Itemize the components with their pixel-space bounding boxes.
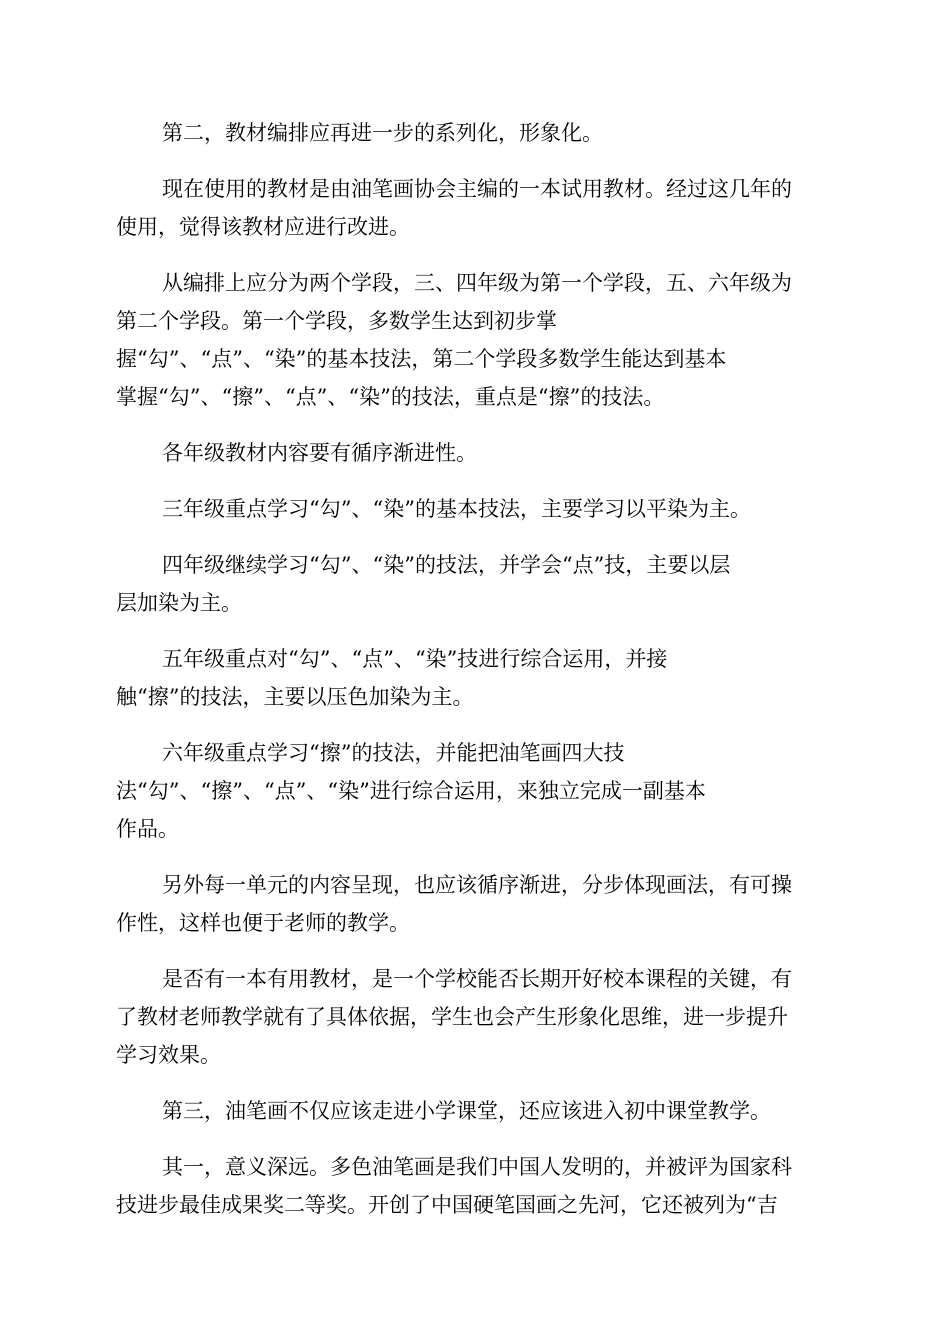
paragraph [116, 734, 836, 848]
paragraph-line: 三年级重点学习“勾”、“染”的基本技法，主要学习以平染为主。 [162, 497, 751, 521]
paragraph-line: 技进步最佳成果奖二等奖。开创了中国硬笔国画之先河，它还被列为“吉 [116, 1193, 778, 1217]
paragraph [116, 546, 836, 622]
document-body [116, 114, 836, 1242]
paragraph-line: 是否有一本有用教材，是一个学校能否长期开好校本课程的关键，有 [162, 967, 792, 991]
paragraph-line: 触“擦”的技法，主要以压色加染为主。 [116, 685, 474, 709]
paragraph-line: 五年级重点对“勾”、“点”、“染”技进行综合运用，并接 [162, 647, 668, 671]
paragraph-line: 学习效果。 [116, 1043, 221, 1067]
paragraph-line: 从编排上应分为两个学段，三、四年级为第一个学段，五、六年级为 [162, 271, 792, 295]
paragraph [116, 640, 836, 716]
paragraph-line: 其一，意义深远。多色油笔画是我们中国人发明的，并被评为国家科 [162, 1155, 792, 1179]
paragraph-line: 各年级教材内容要有循序渐进性。 [162, 441, 477, 465]
paragraph-line: 作品。 [116, 817, 179, 841]
paragraph-line: 法“勾”、“擦”、“点”、“染”进行综合运用，来独立完成一副基本 [116, 779, 706, 803]
paragraph-line: 六年级重点学习“擦”的技法，并能把油笔画四大技 [162, 741, 625, 765]
paragraph-line: 四年级继续学习“勾”、“染”的技法，并学会“点”技，主要以层 [162, 553, 731, 577]
paragraph [116, 264, 836, 416]
paragraph-line: 另外每一单元的内容呈现，也应该循序渐进，分步体现画法，有可操 [162, 873, 792, 897]
paragraph-line: 层加染为主。 [116, 591, 242, 615]
paragraph-line: 使用，觉得该教材应进行改进。 [116, 215, 410, 239]
paragraph [116, 960, 836, 1074]
paragraph [116, 490, 836, 528]
paragraph-line: 第二，教材编排应再进一步的系列化，形象化。 [162, 121, 603, 145]
paragraph-line: 第二个学段。第一个学段，多数学生达到初步掌 [116, 309, 557, 333]
paragraph-line: 第三，油笔画不仅应该走进小学课堂，还应该进入初中课堂教学。 [162, 1099, 771, 1123]
paragraph [116, 114, 836, 152]
paragraph [116, 866, 836, 942]
paragraph [116, 1148, 836, 1224]
paragraph [116, 1092, 836, 1130]
paragraph [116, 434, 836, 472]
paragraph [116, 170, 836, 246]
paragraph-line: 作性，这样也便于老师的教学。 [116, 911, 410, 935]
paragraph-line: 掌握“勾”、“擦”、“点”、“染”的技法，重点是“擦”的技法。 [116, 385, 665, 409]
paragraph-line: 了教材老师教学就有了具体依据，学生也会产生形象化思维，进一步提升 [116, 1005, 788, 1029]
paragraph-line: 握“勾”、“点”、“染”的基本技法，第二个学段多数学生能达到基本 [116, 347, 727, 371]
paragraph-line: 现在使用的教材是由油笔画协会主编的一本试用教材。经过这几年的 [162, 177, 792, 201]
